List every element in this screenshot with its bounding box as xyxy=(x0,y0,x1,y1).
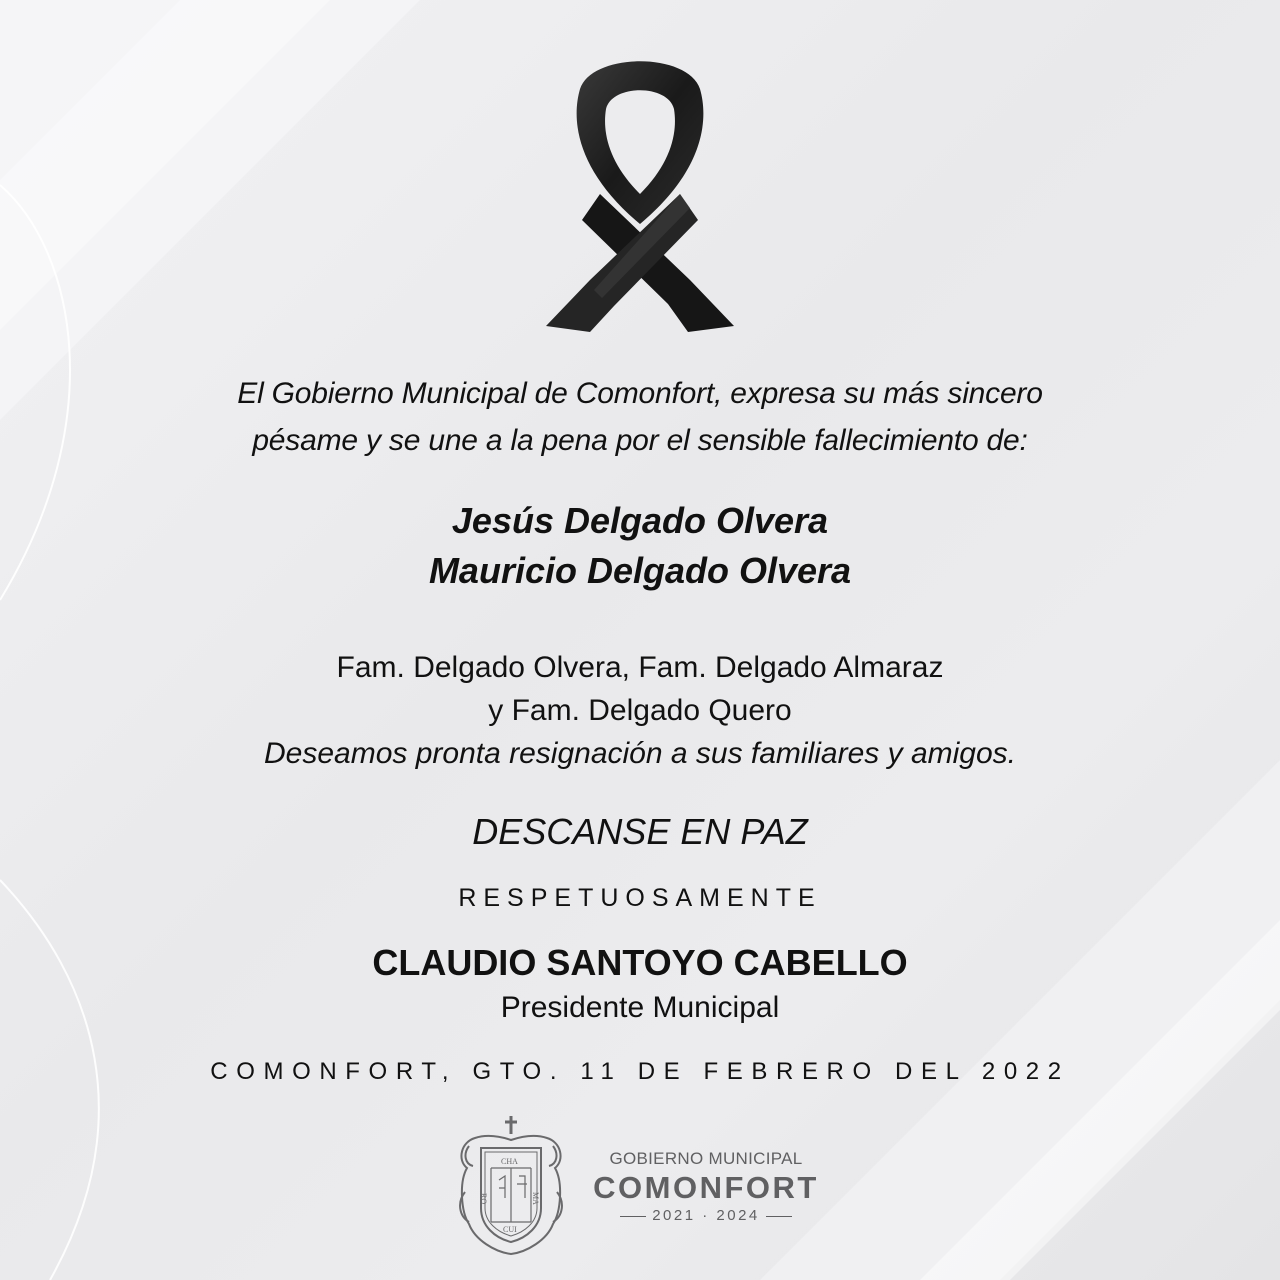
seal-text-right: MA xyxy=(531,1192,540,1205)
logo-rule-right xyxy=(766,1216,792,1217)
mourning-ribbon-icon xyxy=(540,44,740,356)
logo-term-years xyxy=(581,1206,831,1226)
logo-municipality-name: COMONFORT xyxy=(593,1170,819,1205)
logo-years-text: 2021 · 2024 xyxy=(652,1207,760,1224)
logo-rule-left xyxy=(620,1216,646,1217)
municipal-coat-of-arms-icon xyxy=(455,1112,567,1258)
families-line-2: y Fam. Delgado Quero xyxy=(488,694,792,727)
families-block xyxy=(0,646,1280,775)
place-and-date: COMONFORT, GTO. 11 DE FEBRERO DEL 2022 xyxy=(210,1058,1070,1085)
seal-text-top: CHA xyxy=(501,1157,518,1166)
municipal-logo xyxy=(455,1112,835,1262)
deceased-names xyxy=(0,496,1280,596)
deceased-name-2: Mauricio Delgado Olvera xyxy=(428,550,852,591)
intro-line-1: El Gobierno Municipal de Comonfort, expresa su más sincero xyxy=(237,377,1043,410)
signer-title: Presidente Municipal xyxy=(500,991,780,1024)
deceased-name-1: Jesús Delgado Olvera xyxy=(451,500,829,541)
families-line-1: Fam. Delgado Olvera, Fam. Delgado Almaraz xyxy=(336,651,944,684)
logo-government-label: GOBIERNO MUNICIPAL xyxy=(609,1149,803,1168)
condolence-wish: Deseamos pronta resignación a sus familiares y amigos. xyxy=(263,737,1016,770)
logo-wordmark xyxy=(581,1148,831,1226)
seal-text-left: RO xyxy=(479,1193,488,1205)
intro-line-2: pésame y se une a la pena por el sensible fallecimiento de: xyxy=(252,424,1028,457)
seal-text-bottom: CUI xyxy=(503,1225,517,1234)
signer-name: CLAUDIO SANTOYO CABELLO xyxy=(372,942,908,983)
closing-respectfully: RESPETUOSAMENTE xyxy=(458,884,822,912)
rest-in-peace: DESCANSE EN PAZ xyxy=(472,811,808,852)
condolence-intro xyxy=(0,370,1280,464)
